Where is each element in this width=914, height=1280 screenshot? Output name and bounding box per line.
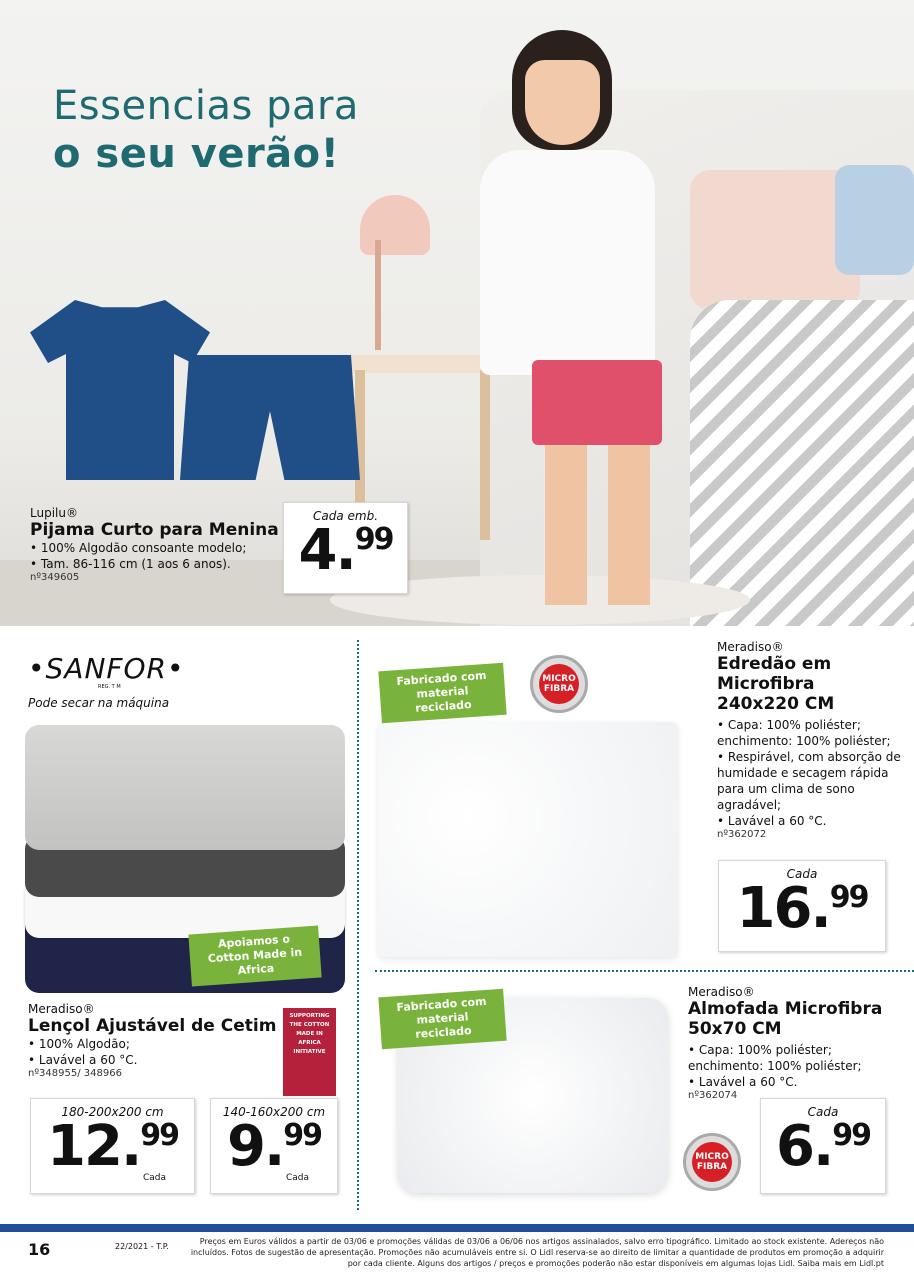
- price-unit: Cada: [285, 1173, 309, 1183]
- recycled-tag: Fabricado com material reciclado: [378, 989, 506, 1050]
- ref-number: nº348955/ 348966: [28, 1068, 122, 1079]
- price: 12.99: [47, 1114, 178, 1179]
- price-unit: Cada: [142, 1173, 166, 1183]
- edition: 22/2021 - T.P.: [115, 1242, 169, 1251]
- lamp-stem: [375, 240, 381, 350]
- product-name: Lençol Ajustável de Cetim: [28, 1016, 277, 1036]
- duvet-image: [378, 722, 678, 957]
- logo-sub: REG. T M: [98, 684, 121, 690]
- cotton-made-in-africa-badge: SUPPORTING THE COTTON MADE IN AFRICA INITIATIVE: [283, 1008, 336, 1096]
- table-leg: [480, 370, 490, 540]
- girl-face: [525, 60, 600, 145]
- footer-bar: [0, 1224, 914, 1232]
- bullet: • 100% Algodão consoante modelo;: [30, 541, 247, 555]
- price: 4.99: [298, 518, 393, 583]
- bullet: • Capa: 100% poliéster; enchimento: 100% poliéster;: [688, 1043, 862, 1073]
- brand: Lupilu®: [30, 506, 78, 520]
- brand: Meradiso®: [688, 985, 755, 999]
- price-box: [718, 860, 886, 952]
- bullet: • 100% Algodão;: [28, 1037, 130, 1051]
- striped-blanket-image: [690, 300, 914, 626]
- price-box: [30, 1098, 195, 1194]
- product-name: Edredão em Microfibra 240x220 CM: [717, 654, 835, 714]
- girl-legs: [545, 440, 650, 605]
- bullet: • Capa: 100% poliéster; enchimento: 100% poliéster;: [717, 718, 891, 748]
- price-box: [210, 1098, 338, 1194]
- ref-number: nº349605: [30, 572, 80, 583]
- divider: [357, 640, 359, 1210]
- sanfor-logo: •SANFOR•: [28, 652, 185, 685]
- price: 6.99: [776, 1114, 870, 1179]
- price-label: Cada emb.: [312, 509, 379, 523]
- price-box: [283, 502, 408, 594]
- pijama-info: [30, 506, 279, 583]
- sheet-light-grey: [25, 725, 345, 850]
- ref-number: nº362074: [688, 1090, 738, 1101]
- ref-number: nº362072: [717, 829, 767, 840]
- price: 9.99: [227, 1114, 321, 1179]
- price-size: 180-200x200 cm: [61, 1105, 164, 1119]
- microfibra-badge: MICRO FIBRA: [530, 655, 588, 713]
- bullet: • Lavável a 60 °C.: [688, 1075, 798, 1089]
- almofada-info: [688, 985, 903, 1101]
- bullet: • Lavável a 60 °C.: [717, 814, 827, 828]
- bullet: • Respirável, com absorção de humidade e secagem rápida para um clima de sono agradável;: [717, 750, 901, 812]
- product-name: Pijama Curto para Menina: [30, 520, 279, 540]
- microfibra-badge: MICRO FIBRA: [683, 1133, 741, 1191]
- bullet: • Lavável a 60 °C.: [28, 1053, 138, 1067]
- legal-note: Preços em Euros válidos a partir de 03/06 e promoções válidas de 03/06 a 06/06 nos artigos assinalados, salvo erro tipográfico. Limitado ao stock existente. Adereços não incluídos. Fotos de sugestão de apresentação. Promoções não acumuláveis entre si. O Lidl reserva-se ao direito de limitar a quantidade de produtos em promoção a adquirir por cada cliente. Alguns dos artigos / preços e promoções poderão não estar disponíveis em algumas lojas Lidl. Saiba mais em Lidl.pt: [190, 1237, 884, 1268]
- page-number: 16: [28, 1240, 51, 1259]
- price-label: Cada: [807, 1105, 839, 1119]
- tagline: Pode secar na máquina: [28, 696, 170, 710]
- price-size: 140-160x200 cm: [222, 1105, 326, 1119]
- price: 16.99: [736, 876, 868, 941]
- recycled-tag: Fabricado com material reciclado: [378, 663, 506, 724]
- brand: Meradiso®: [28, 1002, 95, 1016]
- divider: [375, 970, 914, 972]
- edredao-info: [717, 640, 907, 840]
- lencol-info: [28, 1002, 288, 1079]
- girl-shorts-image: [532, 360, 662, 445]
- page-title: Essencias para o seu verão!: [53, 83, 359, 177]
- bullet: • Tam. 86-116 cm (1 aos 6 anos).: [30, 557, 231, 571]
- cotton-tag: Apoiamos o Cotton Made in Africa: [188, 926, 321, 987]
- pillow-image: [835, 165, 914, 275]
- product-name: Almofada Microfibra 50x70 CM: [688, 999, 883, 1039]
- price-label: Cada: [786, 867, 818, 881]
- brand: Meradiso®: [717, 640, 784, 654]
- girl-tshirt-image: [480, 150, 655, 375]
- price-box: [760, 1098, 886, 1194]
